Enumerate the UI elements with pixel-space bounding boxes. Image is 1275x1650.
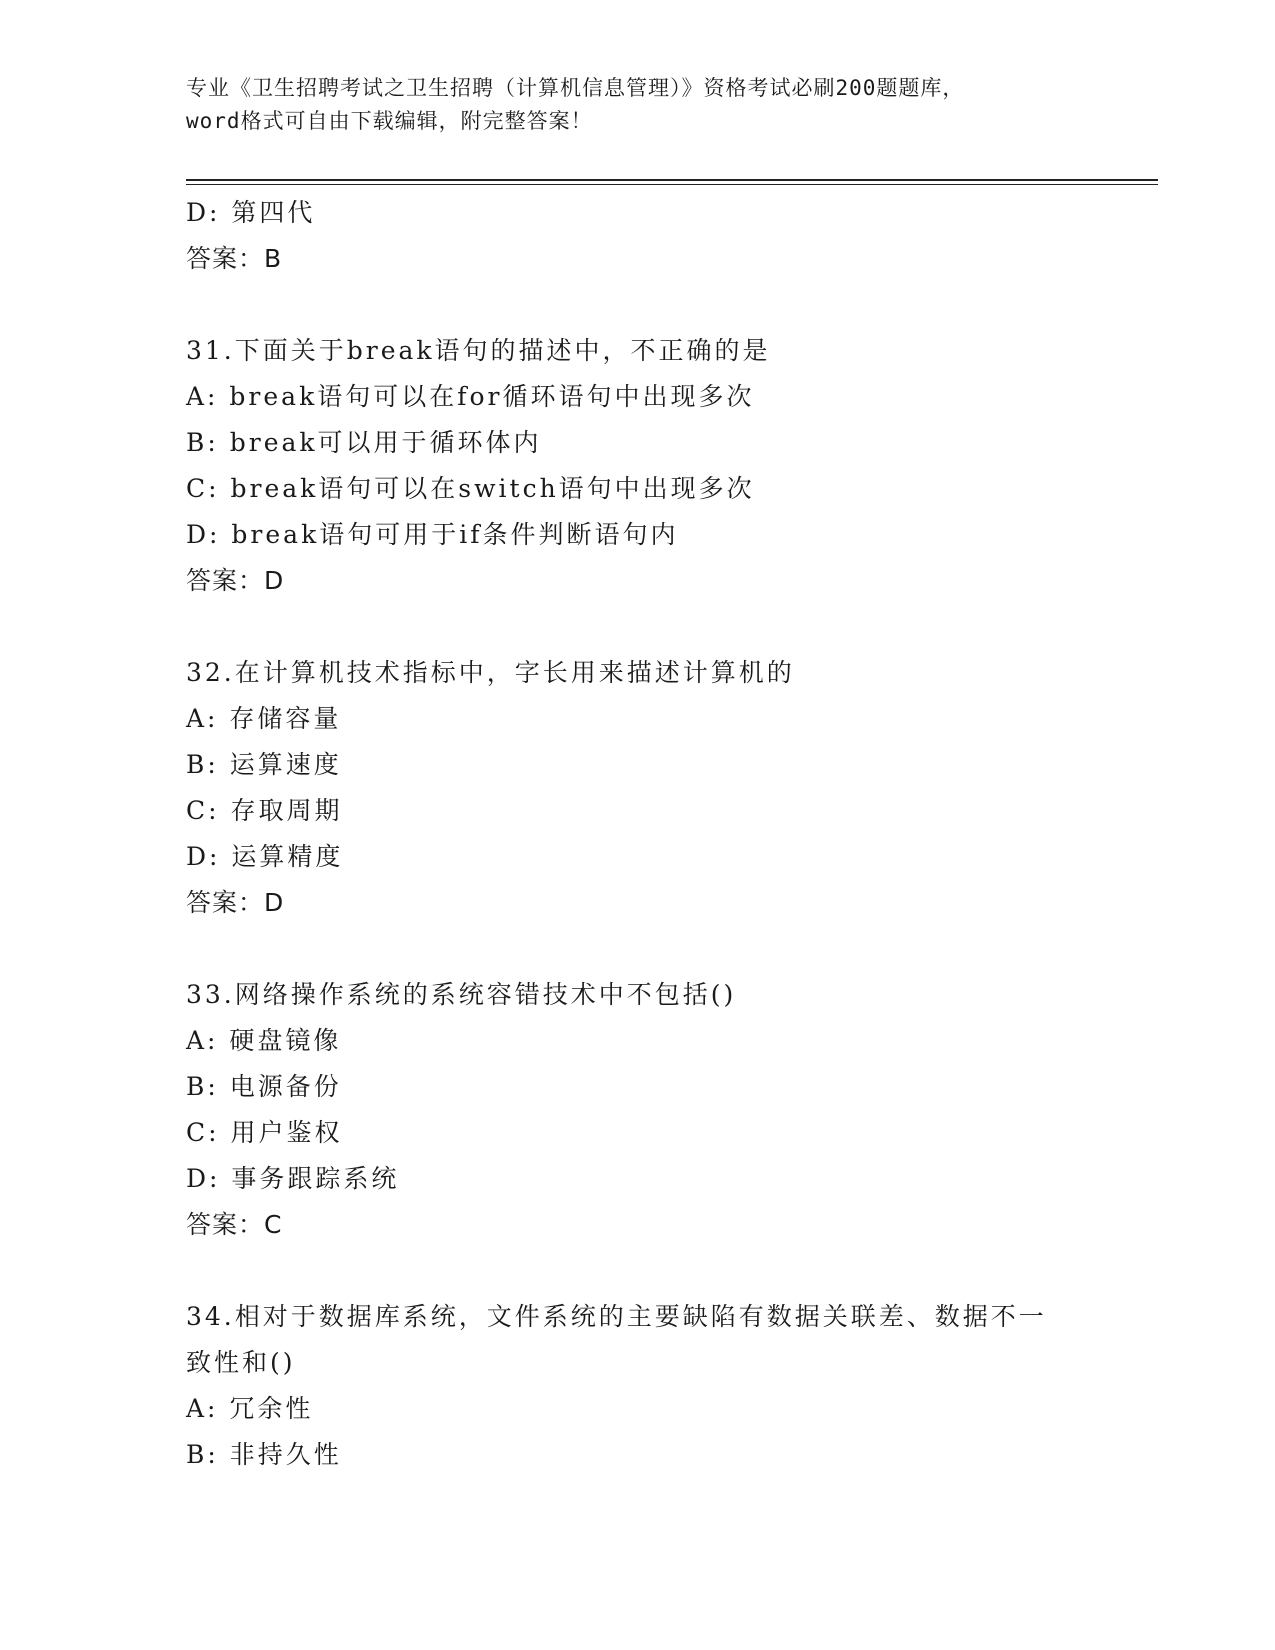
answer-line: 答案：D xyxy=(186,566,285,595)
option-a: A: 存储容量 xyxy=(186,704,342,733)
answer-line: 答案：C xyxy=(186,1210,283,1239)
header-line-2: word格式可自由下载编辑，附完整答案！ xyxy=(186,109,593,133)
option-a: A: 冗余性 xyxy=(186,1394,314,1423)
header-rule-thick xyxy=(186,179,1158,181)
option-b: B: 运算速度 xyxy=(186,750,342,779)
option-a: A: break语句可以在for循环语句中出现多次 xyxy=(186,382,755,411)
previous-question-tail xyxy=(186,190,1086,282)
option-d: D: 事务跟踪系统 xyxy=(186,1164,400,1193)
question-stem: 33.网络操作系统的系统容错技术中不包括() xyxy=(186,980,737,1009)
question-33 xyxy=(186,972,1086,1248)
answer-line: 答案：D xyxy=(186,888,285,917)
option-c: C: break语句可以在switch语句中出现多次 xyxy=(186,474,755,503)
question-34 xyxy=(186,1294,1086,1478)
question-list xyxy=(186,190,1086,1478)
question-31 xyxy=(186,328,1086,604)
question-32 xyxy=(186,650,1086,926)
question-stem-line-1: 34.相对于数据库系统，文件系统的主要缺陷有数据关联差、数据不一 xyxy=(186,1302,1047,1331)
question-stem: 32.在计算机技术指标中，字长用来描述计算机的 xyxy=(186,658,795,687)
question-stem-line-2: 致性和() xyxy=(186,1348,296,1377)
option-c: C: 存取周期 xyxy=(186,796,343,825)
option-d: D: 运算精度 xyxy=(186,842,344,871)
header-line-1: 专业《卫生招聘考试之卫生招聘（计算机信息管理）》资格考试必刷200题题库， xyxy=(186,76,965,100)
question-stem: 31.下面关于break语句的描述中，不正确的是 xyxy=(186,336,771,365)
option-b: B: break可以用于循环体内 xyxy=(186,428,542,457)
header-rule-thin xyxy=(186,184,1158,185)
option-d: D: break语句可用于if条件判断语句内 xyxy=(186,520,679,549)
option-a: A: 硬盘镜像 xyxy=(186,1026,342,1055)
document-header xyxy=(186,72,1086,138)
option-b: B: 非持久性 xyxy=(186,1440,342,1469)
option-c: C: 用户鉴权 xyxy=(186,1118,343,1147)
option-b: B: 电源备份 xyxy=(186,1072,342,1101)
answer-line: 答案：B xyxy=(186,244,283,273)
option-d: D: 第四代 xyxy=(186,198,316,227)
